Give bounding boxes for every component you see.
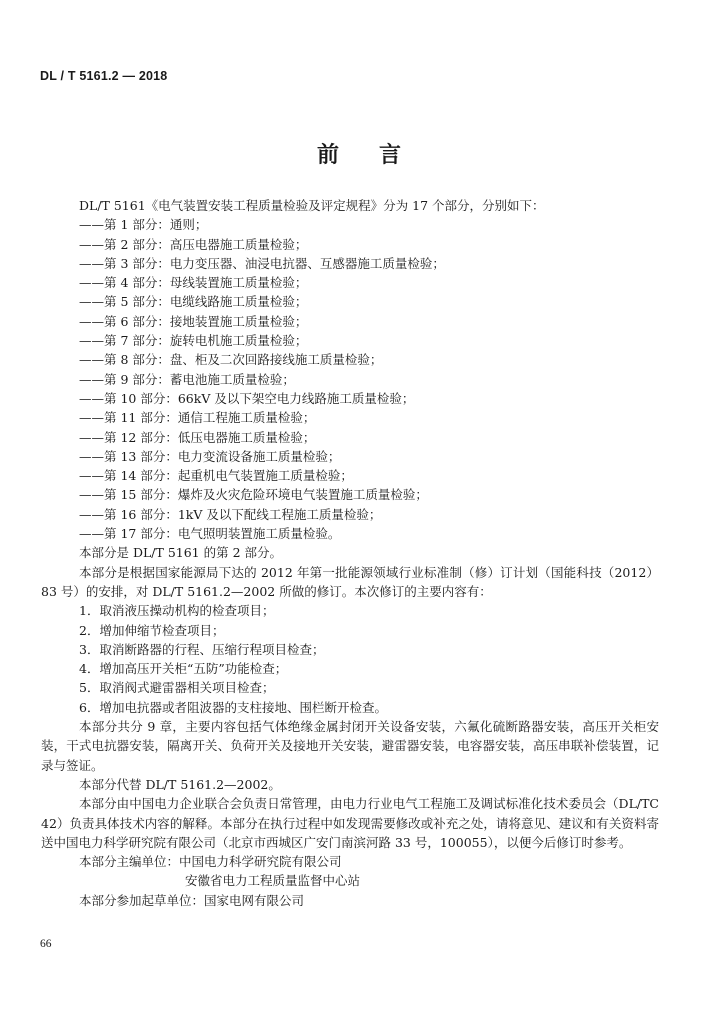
list-item: ——第 13 部分：电力变流设备施工质量检验；	[79, 448, 341, 464]
list-item: ——第 5 部分：电缆线路施工质量检验；	[79, 294, 308, 310]
list-item: ——第 16 部分：1kV 及以下配线工程施工质量检验；	[79, 506, 382, 522]
revision-basis-paragraph	[41, 563, 659, 602]
page-title	[0, 138, 718, 169]
chief-editor-org: 中国电力科学研究院有限公司	[179, 854, 342, 870]
participant-line	[79, 891, 659, 910]
list-item: ——第 9 部分：蓄电池施工质量检验；	[79, 371, 295, 387]
list-item: ——第 1 部分：通则；	[79, 217, 208, 233]
list-item: ——第 6 部分：接地装置施工质量检验；	[79, 313, 308, 329]
document-code: DL / T 5161.2 — 2018	[40, 69, 168, 83]
list-item: 5．取消阀式避雷器相关项目检查；	[79, 680, 275, 696]
list-item: ——第 17 部分：电气照明装置施工质量检验。	[79, 526, 341, 542]
chapters-paragraph	[41, 717, 659, 775]
list-item: ——第 14 部分：起重机电气装置施工质量检验；	[79, 468, 353, 484]
list-item: ——第 7 部分：旋转电机施工质量检验；	[79, 333, 308, 349]
chief-editor-label: 本部分主编单位：	[79, 854, 180, 870]
part-statement: 本部分是 DL/T 5161 的第 2 部分。	[79, 545, 283, 561]
list-item: ——第 2 部分：高压电器施工质量检验；	[79, 236, 308, 252]
chief-editor-org-2: 安徽省电力工程质量监督中心站	[185, 873, 361, 889]
list-item: ——第 11 部分：通信工程施工质量检验；	[79, 410, 316, 426]
replaces-statement: 本部分代替 DL/T 5161.2—2002。	[79, 776, 281, 792]
title-char-2: 言	[379, 143, 402, 168]
list-item: 6．增加电抗器或者阻波器的支柱接地、围栏断开检查。	[79, 699, 387, 715]
list-item: ——第 10 部分：66kV 及以下架空电力线路施工质量检验；	[79, 390, 415, 406]
participant-label: 本部分参加起草单位：	[79, 892, 205, 908]
page-number: 66	[40, 938, 52, 950]
intro-paragraph: DL/T 5161《电气装置安装工程质量检验及评定规程》分为 17 个部分，分别如下：	[79, 198, 545, 213]
list-item: ——第 15 部分：爆炸及火灾危险环境电气装置施工质量检验；	[79, 487, 428, 503]
parts-list	[79, 215, 659, 543]
chief-editor-line	[79, 852, 659, 871]
changes-list	[79, 601, 659, 717]
list-item: ——第 8 部分：盘、柜及二次回路接线施工质量检验；	[79, 352, 383, 368]
list-item: 1．取消液压操动机构的检查项目；	[79, 603, 275, 619]
document-body	[41, 196, 659, 910]
list-item: 3．取消断路器的行程、压缩行程项目检查；	[79, 641, 325, 657]
title-char-1: 前	[316, 143, 339, 168]
participant-org: 国家电网有限公司	[204, 892, 305, 908]
management-paragraph	[41, 794, 659, 852]
management-text: 本部分由中国电力企业联合会负责日常管理，由电力行业电气工程施工及调试标准化技术委员会（DL/TC 42）负责具体技术内容的解释。本部分在执行过程中如发现需要修改或补充之处，请将意见、建议和有关资料寄送中国电力科学研究院有限公司（北京市西城区广安门南滨河路 33 号，100055），以便今后修订时参考。	[41, 796, 659, 850]
revision-basis-text: 本部分是根据国家能源局下达的 2012 年第一批能源领域行业标准制（修）订计划（国能科技（2012）83 号）的安排，对 DL/T 5161.2—2002 所做的修订。本次修订的主要内容有：	[41, 564, 659, 599]
chapters-text: 本部分共分 9 章，主要内容包括气体绝缘金属封闭开关设备安装，六氟化硫断路器安装，高压开关柜安装，干式电抗器安装，隔离开关、负荷开关及接地开关安装，避雷器安装，电容器安装，高压串联补偿装置，记录与签证。	[41, 719, 659, 773]
list-item: 2．增加伸缩节检查项目；	[79, 622, 225, 638]
list-item: ——第 3 部分：电力变压器、油浸电抗器、互感器施工质量检验；	[79, 255, 445, 271]
list-item: ——第 4 部分：母线装置施工质量检验；	[79, 275, 308, 291]
list-item: ——第 12 部分：低压电器施工质量检验；	[79, 429, 316, 445]
list-item: 4．增加高压开关柜“五防”功能检查；	[79, 661, 288, 677]
